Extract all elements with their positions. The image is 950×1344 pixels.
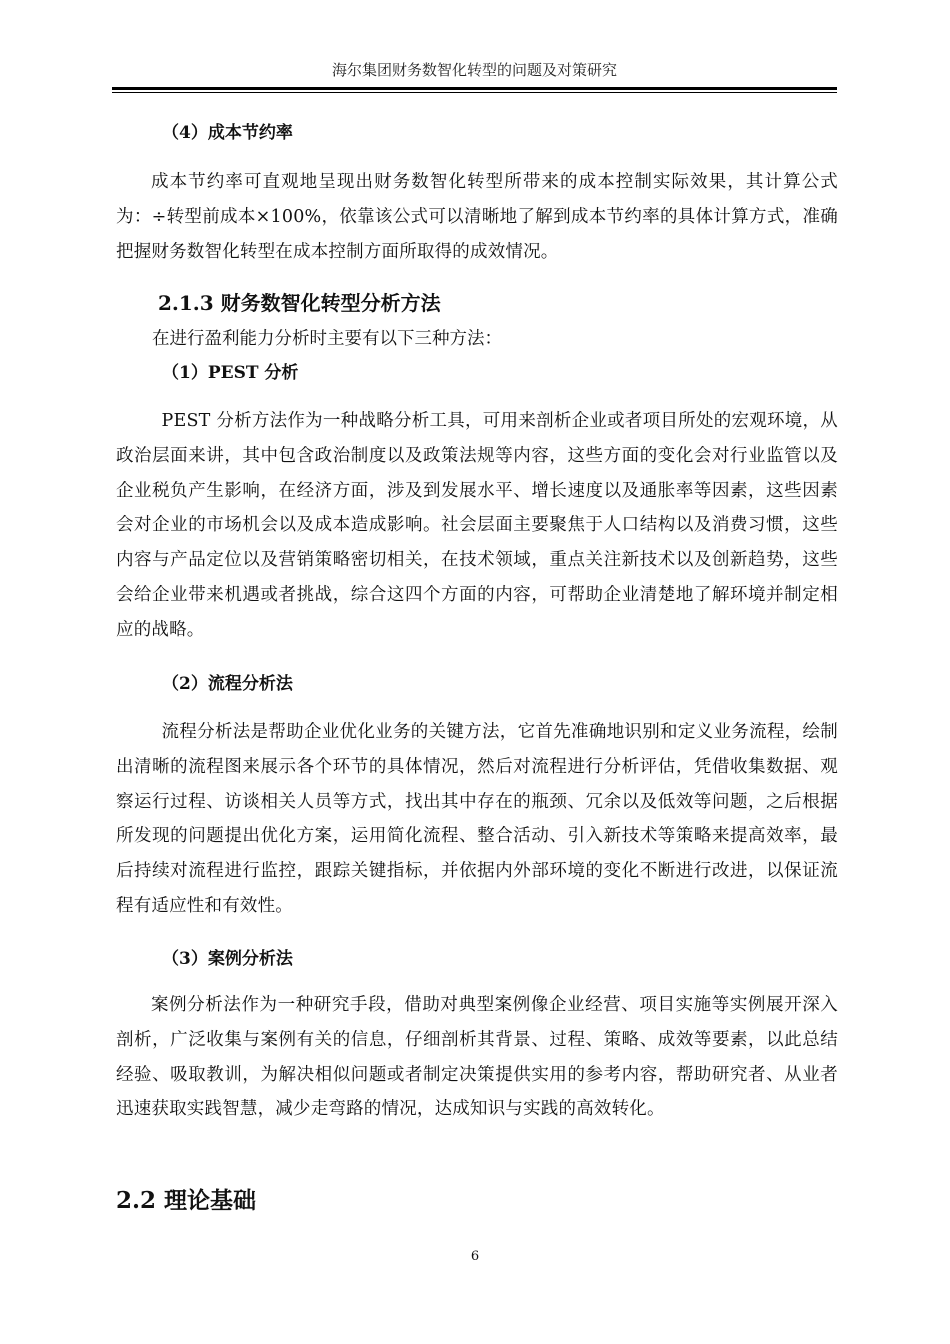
page-number: 6 bbox=[470, 1249, 480, 1264]
subheading-cost-saving-rate: （4）成本节约率 bbox=[162, 123, 293, 143]
section-heading-2-1-3: 2.1.3 财务数智化转型分析方法 bbox=[158, 291, 441, 315]
section-heading-2-2: 2.2 理论基础 bbox=[116, 1187, 257, 1214]
running-header: 海尔集团财务数智化转型的问题及对策研究 bbox=[331, 61, 617, 79]
subheading-case-analysis: （3）案例分析法 bbox=[162, 949, 293, 969]
subheading-pest-analysis: （1）PEST 分析 bbox=[162, 363, 299, 383]
section-intro-text: 在进行盈利能力分析时主要有以下三种方法： bbox=[152, 329, 502, 349]
paragraph-process-analysis: 流程分析法是帮助企业优化业务的关键方法，它首先准确地识别和定义业务流程，绘制出清晰的流程图来展示各个环节的具体情况，然后对流程进行分析评估，凭借收集数据、观察运行过程、访谈相关人员等方式，找出其中存在的瓶颈、冗余以及低效等问题，之后根据所发现的问题提出优化方案，运用简化流程、整合活动、引入新技术等策略来提高效率，最后持续对流程进行监控，跟踪关键指标，并依据内外部环境的变化不断进行改进，以保证流程有适应性和有效性。 bbox=[116, 722, 838, 916]
subheading-process-analysis: （2）流程分析法 bbox=[162, 674, 293, 694]
paragraph-case-analysis: 案例分析法作为一种研究手段，借助对典型案例像企业经营、项目实施等实例展开深入剖析，广泛收集与案例有关的信息，仔细剖析其背景、过程、策略、成效等要素，以此总结经验、吸取教训，为解决相似问题或者制定决策提供实用的参考内容，帮助研究者、从业者迅速获取实践智慧，减少走弯路的情况，达成知识与实践的高效转化。 bbox=[116, 995, 838, 1120]
paragraph-cost-saving-rate: 成本节约率可直观地呈现出财务数智化转型所带来的成本控制实际效果，其计算公式为：÷转型前成本×100%，依靠该公式可以清晰地了解到成本节约率的具体计算方式，准确把握财务数智化转型在成本控制方面所取得的成效情况。 bbox=[116, 172, 838, 262]
paragraph-pest-analysis: PEST 分析方法作为一种战略分析工具，可用来剖析企业或者项目所处的宏观环境，从政治层面来讲，其中包含政治制度以及政策法规等内容，这些方面的变化会对行业监管以及企业税负产生影响，在经济方面，涉及到发展水平、增长速度以及通胀率等因素，这些因素会对企业的市场机会以及成本造成影响。社会层面主要聚焦于人口结构以及消费习惯，这些内容与产品定位以及营销策略密切相关，在技术领域，重点关注新技术以及创新趋势，这些会给企业带来机遇或者挑战，综合这四个方面的内容，可帮助企业清楚地了解环境并制定相应的战略。 bbox=[116, 411, 838, 640]
header-rule-thin bbox=[112, 92, 837, 93]
header-rule-thick bbox=[112, 87, 837, 90]
